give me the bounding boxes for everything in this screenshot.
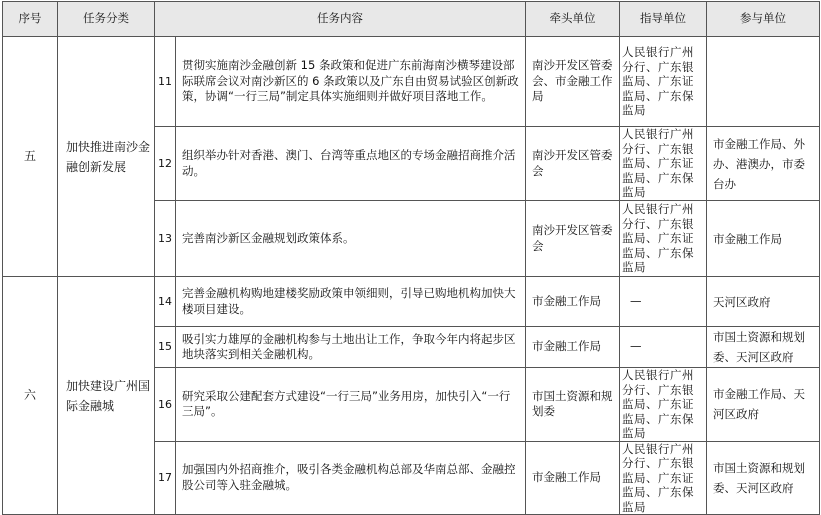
guide-unit: 人民银行广州分行、广东银监局、广东证监局、广东保监局 xyxy=(620,368,707,442)
guide-unit: — xyxy=(620,327,707,368)
header-lead: 牵头单位 xyxy=(526,2,620,37)
lead-unit: 市国土资源和规划委 xyxy=(526,368,620,442)
task-content: 贯彻实施南沙金融创新 15 条政策和促进广东前海南沙横琴建设部际联席会议对南沙新区的 6 条政策以及广东自由贸易试验区创新政策，协调“一行三局”制定具体实施细则并做好项目落地工作。 xyxy=(176,37,526,127)
participant-unit: 市国土资源和规划委、天河区政府 xyxy=(707,441,820,515)
table-row xyxy=(3,277,820,327)
header-row xyxy=(3,2,820,37)
header-category: 任务分类 xyxy=(58,2,155,37)
lead-unit: 市金融工作局 xyxy=(526,327,620,368)
participant-unit: 市金融工作局 xyxy=(707,201,820,277)
group-seq: 六 xyxy=(3,277,58,515)
table-row xyxy=(3,37,820,127)
lead-unit: 南沙开发区管委会 xyxy=(526,201,620,277)
task-content: 完善南沙新区金融规划政策体系。 xyxy=(176,201,526,277)
task-content: 完善金融机构购地建楼奖励政策申领细则，引导已购地机构加快大楼项目建设。 xyxy=(176,277,526,327)
guide-unit: 人民银行广州分行、广东银监局、广东证监局、广东保监局 xyxy=(620,441,707,515)
row-number: 17 xyxy=(155,441,176,515)
group-category: 加快推进南沙金融创新发展 xyxy=(58,37,155,277)
guide-unit: 人民银行广州分行、广东银监局、广东证监局、广东保监局 xyxy=(620,201,707,277)
row-number: 14 xyxy=(155,277,176,327)
row-number: 15 xyxy=(155,327,176,368)
task-table xyxy=(2,1,820,515)
row-number: 11 xyxy=(155,37,176,127)
group-category: 加快建设广州国际金融城 xyxy=(58,277,155,515)
header-seq: 序号 xyxy=(3,2,58,37)
row-number: 13 xyxy=(155,201,176,277)
header-content: 任务内容 xyxy=(155,2,526,37)
guide-unit: 人民银行广州分行、广东银监局、广东证监局、广东保监局 xyxy=(620,37,707,127)
lead-unit: 南沙开发区管委会 xyxy=(526,127,620,201)
group-seq: 五 xyxy=(3,37,58,277)
participant-unit: 市金融工作局、外办、港澳办，市委台办 xyxy=(707,127,820,201)
guide-unit: — xyxy=(620,277,707,327)
row-number: 12 xyxy=(155,127,176,201)
row-number: 16 xyxy=(155,368,176,442)
header-participants: 参与单位 xyxy=(707,2,820,37)
participant-unit: 市国土资源和规划委、天河区政府 xyxy=(707,327,820,368)
participant-unit: 市金融工作局、天河区政府 xyxy=(707,368,820,442)
lead-unit: 市金融工作局 xyxy=(526,441,620,515)
task-content: 组织举办针对香港、澳门、台湾等重点地区的专场金融招商推介活动。 xyxy=(176,127,526,201)
participant-unit xyxy=(707,37,820,127)
task-content: 加强国内外招商推介，吸引各类金融机构总部及华南总部、金融控股公司等入驻金融城。 xyxy=(176,441,526,515)
task-content: 吸引实力雄厚的金融机构参与土地出让工作，争取今年内将起步区地块落实到相关金融机构。 xyxy=(176,327,526,368)
task-content: 研究采取公建配套方式建设“一行三局”业务用房，加快引入“一行三局”。 xyxy=(176,368,526,442)
header-guide: 指导单位 xyxy=(620,2,707,37)
participant-unit: 天河区政府 xyxy=(707,277,820,327)
lead-unit: 市金融工作局 xyxy=(526,277,620,327)
lead-unit: 南沙开发区管委会、市金融工作局 xyxy=(526,37,620,127)
guide-unit: 人民银行广州分行、广东银监局、广东证监局、广东保监局 xyxy=(620,127,707,201)
